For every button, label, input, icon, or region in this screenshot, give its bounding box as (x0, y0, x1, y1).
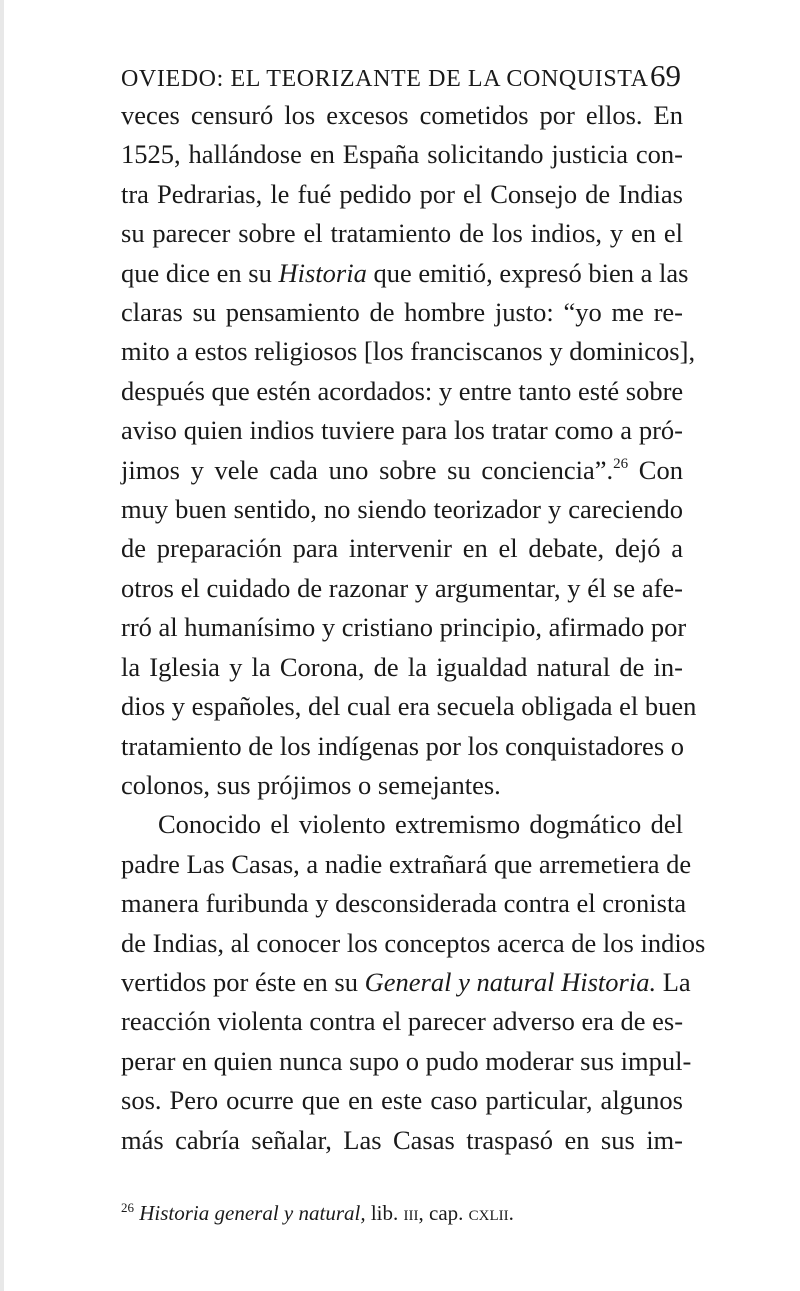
text-line: rró al humanísimo y cristiano principio, afirmado por (121, 612, 687, 643)
text-line: perar en quien nunca supo o pudo moderar sus impul- (121, 1045, 692, 1076)
text-line: después que estén acordados: y entre tanto esté sobre (121, 375, 684, 406)
text-line (121, 254, 689, 293)
text-line: de Indias, al conocer los conceptos acerca de los indios (121, 927, 706, 958)
footnote-text: lib. (365, 1201, 404, 1225)
text-line: reacción violenta contra el parecer adverso era de es- (121, 1006, 684, 1037)
page-edge (0, 0, 4, 1291)
text-line: tratamiento de los indígenas por los conquistadores o (121, 730, 685, 761)
text-run: jimos y vele cada uno sobre su conciencia”. (121, 454, 614, 485)
text-line (121, 963, 691, 1002)
footnote-book: iii (403, 1201, 419, 1225)
italic-title: Historia (278, 257, 367, 288)
text-line: su parecer sobre el tratamiento de los indios, y en el (121, 218, 683, 249)
text-line (121, 451, 683, 490)
footnote-text: , cap. (418, 1201, 469, 1225)
text-line: aviso quien indios tuviere para los tratar como a pró- (121, 415, 683, 446)
text-line: colonos, sus prójimos o semejantes. (121, 769, 501, 800)
text-line: muy buen sentido, no siendo teorizador y careciendo (121, 494, 683, 525)
italic-title: General y natural Historia. (364, 966, 657, 997)
text-run: que dice en su (121, 257, 279, 288)
text-line: claras su pensamiento de hombre justo: “yo me re- (121, 297, 683, 328)
body-text (121, 96, 706, 1160)
page-number: 69 (650, 58, 681, 93)
text-line: veces censuró los excesos cometidos por ellos. En (121, 100, 683, 130)
text-line: dios y españoles, del cual era secuela obligada el buen (121, 691, 697, 722)
text-line: la Iglesia y la Corona, de la igualdad natural de in- (121, 651, 683, 682)
footnote-reference: 26 (613, 455, 629, 472)
text-line: manera furibunda y desconsiderada contra el cronista (121, 888, 687, 919)
running-header (121, 58, 681, 94)
text-line: 1525, hallándose en España solicitando justicia con- (121, 139, 683, 170)
text-line: Conocido el violento extremismo dogmático del (158, 809, 683, 840)
text-run: Con (628, 454, 683, 485)
text-line: padre Las Casas, a nadie extrañará que arremetiera de (121, 848, 692, 879)
text-run: vertidos por éste en su (121, 966, 365, 997)
footnote-chapter: cxlii (468, 1201, 509, 1225)
text-line: de preparación para intervenir en el debate, dejó a (121, 533, 683, 564)
text-run: que emitió, expresó bien a las (366, 257, 689, 288)
footnote (121, 1200, 683, 1226)
text-line: mito a estos religiosos [los franciscanos y dominicos], (121, 336, 696, 367)
text-line: más cabría señalar, Las Casas traspasó en sus im- (121, 1124, 683, 1155)
text-run: La (656, 966, 691, 997)
running-title: OVIEDO: EL TEORIZANTE DE LA CONQUISTA (121, 66, 649, 92)
footnote-title: Historia general y natural, (139, 1201, 366, 1225)
text-line: otros el cuidado de razonar y argumentar, y él se afe- (121, 572, 683, 603)
text-line: sos. Pero ocurre que en este caso particular, algunos (121, 1085, 683, 1116)
footnote-text: . (508, 1201, 514, 1225)
text-line: tra Pedrarias, le fué pedido por el Consejo de Indias (121, 178, 683, 209)
footnote-number: 26 (121, 1200, 134, 1215)
